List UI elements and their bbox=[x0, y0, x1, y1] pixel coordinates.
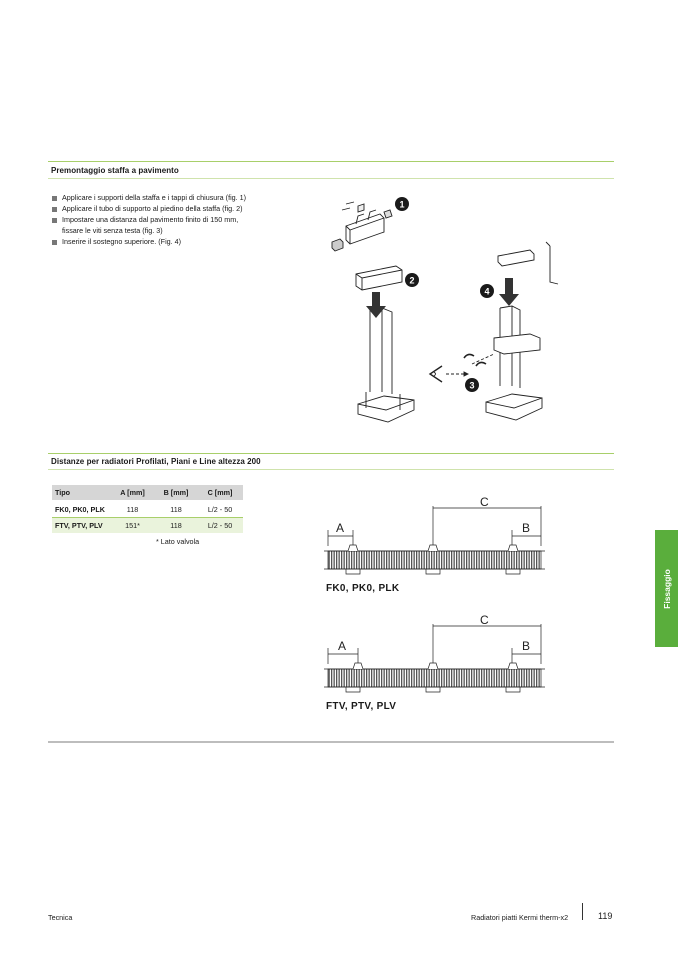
table-cell: FK0, PK0, PLK bbox=[52, 501, 110, 518]
step-3-line1: Impostare una distanza dal pavimento finito di 150 mm, bbox=[62, 215, 239, 224]
table-header: C [mm] bbox=[197, 485, 243, 501]
diagram-1-label: FK0, PK0, PLK bbox=[326, 583, 400, 594]
screw-icons bbox=[464, 354, 494, 366]
table-cell: 118 bbox=[155, 501, 197, 518]
table-cell: L/2 - 50 bbox=[197, 501, 243, 518]
step-3-line2: fissare le viti senza testa (fig. 3) bbox=[62, 226, 163, 235]
side-tab-fissaggio[interactable] bbox=[655, 530, 678, 647]
eye-icon bbox=[430, 366, 468, 382]
dim-b-label: B bbox=[522, 521, 531, 535]
fig-number-1: 1 bbox=[399, 199, 405, 210]
dim-a-label: A bbox=[336, 521, 345, 535]
table-header: Tipo bbox=[52, 485, 110, 501]
radiator-diagram-2 bbox=[316, 612, 548, 696]
section2-title: Distanze per radiatori Profilati, Piani e Line altezza 200 bbox=[51, 457, 261, 466]
dim-c-label: C bbox=[480, 613, 489, 627]
table-cell: 118 bbox=[155, 518, 197, 534]
page-number: 119 bbox=[598, 911, 613, 921]
table-row bbox=[52, 501, 243, 518]
table-row bbox=[52, 518, 243, 534]
footer-left: Tecnica bbox=[48, 913, 73, 922]
assembly-illustration bbox=[318, 186, 578, 436]
section1-bottom-rule bbox=[48, 178, 614, 179]
fig-number-4: 4 bbox=[484, 286, 490, 297]
radiator-diagram-1 bbox=[316, 494, 548, 578]
section2-top-rule bbox=[48, 453, 614, 454]
table-footnote: * Lato valvola bbox=[156, 537, 200, 546]
table-header: A [mm] bbox=[110, 485, 155, 501]
fig-number-3: 3 bbox=[469, 380, 475, 391]
step-4: Inserire il sostegno superiore. (Fig. 4) bbox=[52, 236, 302, 247]
footer-title: Radiatori piatti Kermi therm-x2 bbox=[471, 913, 569, 922]
distance-table bbox=[52, 485, 243, 533]
dim-a-label: A bbox=[338, 639, 347, 653]
section1-top-rule bbox=[48, 161, 614, 162]
dim-b-label: B bbox=[522, 639, 531, 653]
table-cell: 151* bbox=[110, 518, 155, 534]
fig-number-2: 2 bbox=[409, 275, 415, 286]
side-tab-label: Fissaggio bbox=[661, 568, 672, 609]
section2-bottom-rule bbox=[48, 469, 614, 470]
footer-divider bbox=[582, 903, 583, 920]
fig4-down-arrow bbox=[499, 278, 519, 306]
assembly-steps bbox=[52, 192, 302, 247]
table-cell: L/2 - 50 bbox=[197, 518, 243, 534]
step-2: Applicare il tubo di supporto al piedino della staffa (fig. 2) bbox=[52, 203, 302, 214]
diagram-2-label: FTV, PTV, PLV bbox=[326, 701, 397, 712]
table-header: B [mm] bbox=[155, 485, 197, 501]
fig4-assembly bbox=[486, 242, 558, 420]
fig2-support-foot bbox=[356, 266, 414, 422]
fig1-bracket bbox=[332, 202, 392, 251]
table-cell: 118 bbox=[110, 501, 155, 518]
table-header-row bbox=[52, 485, 243, 501]
step-1: Applicare i supporti della staffa e i tappi di chiusura (fig. 1) bbox=[52, 192, 302, 203]
section1-title: Premontaggio staffa a pavimento bbox=[51, 166, 179, 175]
dim-c-label: C bbox=[480, 495, 489, 509]
section-end-rule bbox=[48, 741, 614, 743]
table-cell: FTV, PTV, PLV bbox=[52, 518, 110, 534]
step-3 bbox=[52, 214, 302, 236]
